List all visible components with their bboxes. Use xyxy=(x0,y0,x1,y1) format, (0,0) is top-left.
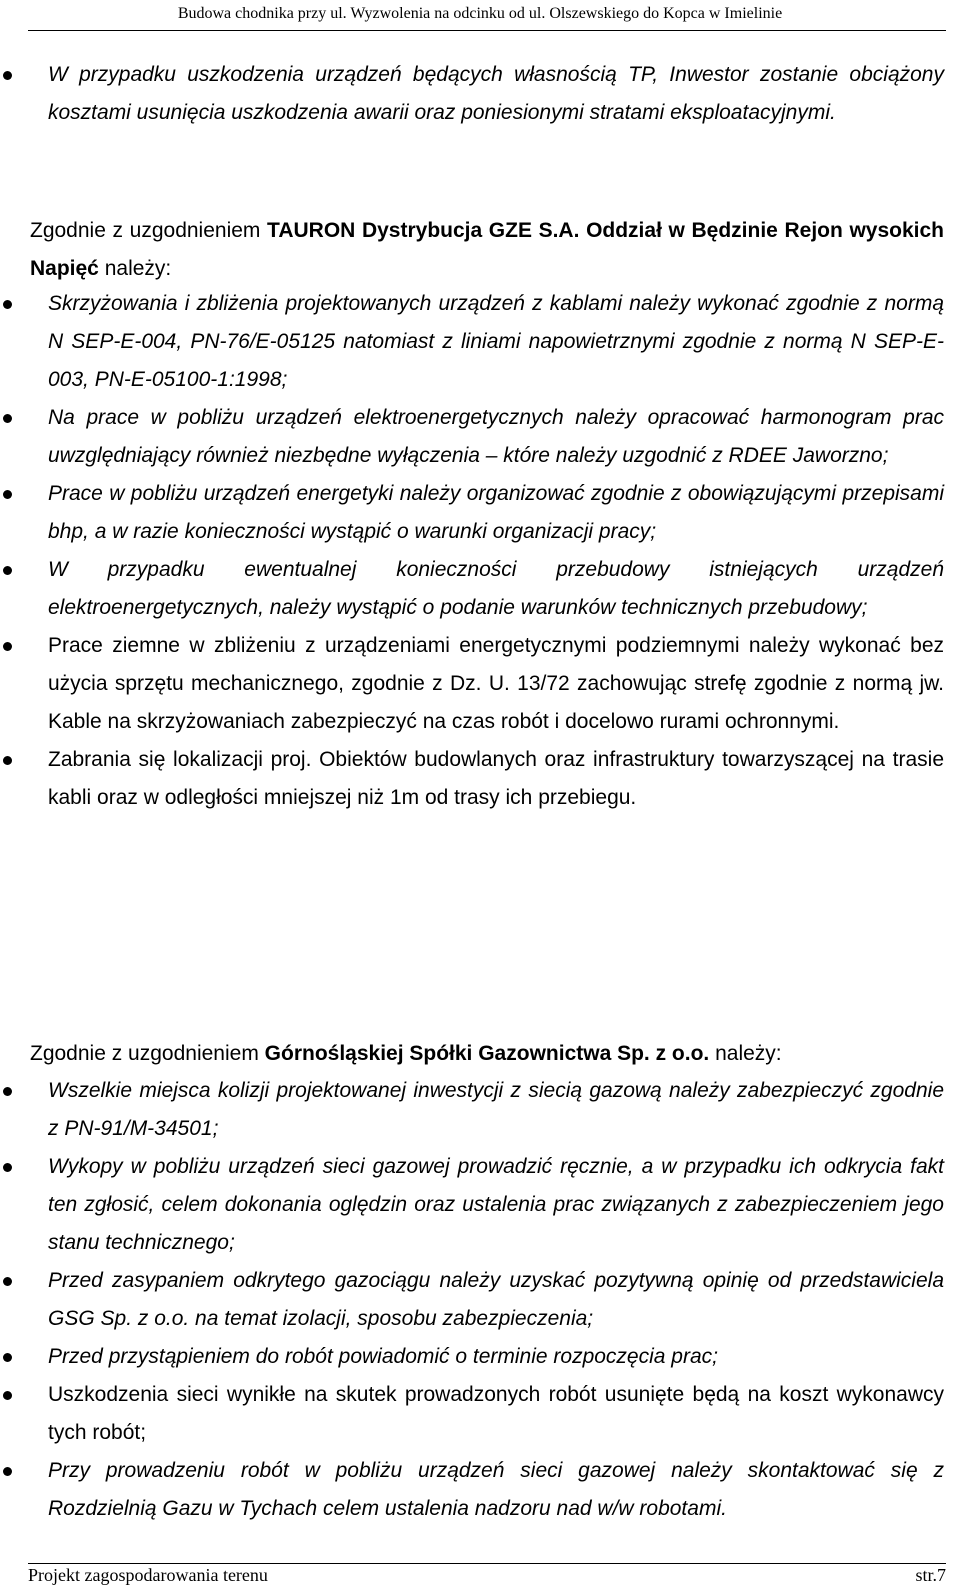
tauron-requirements-list xyxy=(0,285,960,817)
list-item: Uszkodzenia sieci wynikłe na skutek prowadzonych robót usunięte będą na koszt wykonawcy tych robót; xyxy=(0,1376,944,1452)
list-item: Wykopy w pobliżu urządzeń sieci gazowej prowadzić ręcznie, a w przypadku ich odkrycia fakt ten zgłosić, celem dokonania oględzin oraz ustalenia prac związanych z zabezpieczeniem jego stanu technicznego; xyxy=(0,1148,944,1262)
page-footer xyxy=(28,1565,946,1586)
bullet-icon xyxy=(3,414,12,423)
bullet-icon xyxy=(3,1277,12,1286)
list-item: Na prace w pobliżu urządzeń elektroenergetycznych należy opracować harmonogram prac uwzględniający również niezbędne wyłączenia – które należy uzgodnić z RDEE Jaworzno; xyxy=(0,399,944,475)
bullet-icon xyxy=(3,1353,12,1362)
list-item: Prace w pobliżu urządzeń energetyki należy organizować zgodnie z obowiązującymi przepisami bhp, a w razie konieczności wystąpić o warunki organizacji pracy; xyxy=(0,475,944,551)
page-number: str.7 xyxy=(915,1565,946,1585)
bullet-icon xyxy=(3,490,12,499)
gsg-requirements-list xyxy=(0,1072,960,1528)
list-item: Wszelkie miejsca kolizji projektowanej inwestycji z siecią gazową należy zabezpieczyć zgodnie z PN-91/M-34501; xyxy=(0,1072,944,1148)
list-item: Prace ziemne w zbliżeniu z urządzeniami energetycznymi podziemnymi należy wykonać bez użycia sprzętu mechanicznego, zgodnie z Dz. U. 13/72 zachowując strefę zgodnie z normą jw. Kable na skrzyżowaniach zabezpieczyć na czas robót i docelowo rurami ochronnymi. xyxy=(0,627,944,741)
footer-rule xyxy=(28,1563,946,1564)
bullet-icon xyxy=(3,1163,12,1172)
running-header: Budowa chodnika przy ul. Wyzwolenia na odcinku od ul. Olszewskiego do Kopca w Imielinie xyxy=(177,5,783,22)
list-item: Skrzyżowania i zbliżenia projektowanych urządzeń z kablami należy wykonać zgodnie z normą N SEP-E-004, PN-76/E-05125 natomiast z liniami napowietrznymi zgodnie z normą N SEP-E-003, PN-E-05100-1:1998; xyxy=(0,285,944,399)
bullet-icon xyxy=(3,642,12,651)
bullet-icon xyxy=(3,300,12,309)
tauron-intro: Zgodnie z uzgodnieniem TAURON Dystrybucja GZE S.A. Oddział w Będzinie Rejon wysokich Napięć należy: xyxy=(30,219,944,280)
bullet-icon xyxy=(3,756,12,765)
list-item: Przed zasypaniem odkrytego gazociągu należy uzyskać pozytywną opinię od przedstawiciela GSG Sp. z o.o. na temat izolacji, sposobu zabezpieczenia; xyxy=(0,1262,944,1338)
bullet-icon xyxy=(3,566,12,575)
bullet-icon xyxy=(3,71,12,80)
list-item: W przypadku uszkodzenia urządzeń będących własnością TP, Inwestor zostanie obciążony kosztami usunięcia uszkodzenia awarii oraz poniesionymi stratami eksploatacyjnymi. xyxy=(0,56,944,132)
gsg-intro: Zgodnie z uzgodnieniem Górnośląskiej Spółki Gazownictwa Sp. z o.o. należy: xyxy=(30,1042,782,1065)
header-rule xyxy=(28,30,946,31)
bullet-icon xyxy=(3,1467,12,1476)
list-item: Zabrania się lokalizacji proj. Obiektów budowlanych oraz infrastruktury towarzyszącej na trasie kabli oraz w odległości mniejszej niż 1m od trasy ich przebiegu. xyxy=(0,741,944,817)
tp-damage-list xyxy=(0,56,960,132)
bullet-icon xyxy=(3,1087,12,1096)
list-item: Przed przystąpieniem do robót powiadomić o terminie rozpoczęcia prac; xyxy=(0,1338,944,1376)
footer-title: Projekt zagospodarowania terenu xyxy=(28,1565,268,1585)
list-item: W przypadku ewentualnej konieczności przebudowy istniejących urządzeń elektroenergetycznych, należy wystąpić o podanie warunków technicznych przebudowy; xyxy=(0,551,944,627)
list-item: Przy prowadzeniu robót w pobliżu urządzeń sieci gazowej należy skontaktować się z Rozdzielnią Gazu w Tychach celem ustalenia nadzoru nad w/w robotami. xyxy=(0,1452,944,1528)
bullet-icon xyxy=(3,1391,12,1400)
